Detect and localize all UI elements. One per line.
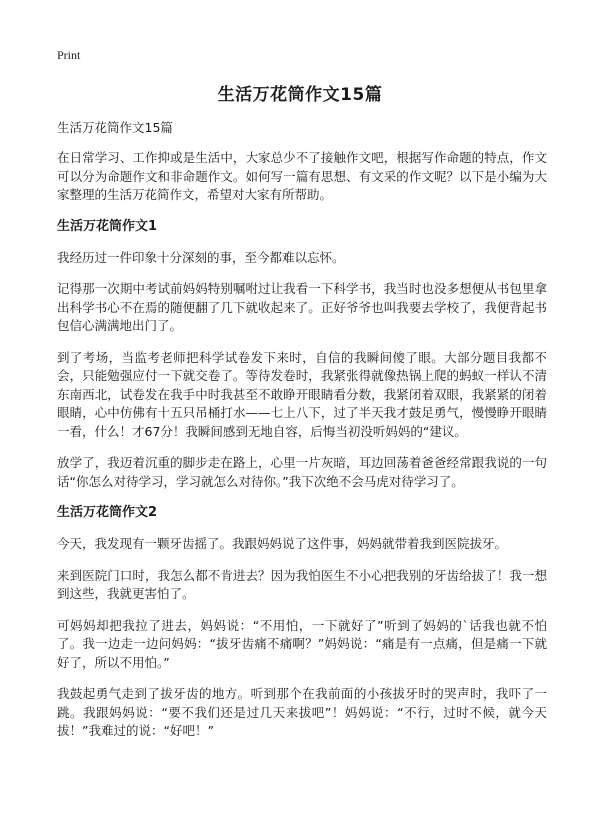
article-body <box>57 119 547 754</box>
section-2-paragraph: 我鼓起勇气走到了拔牙齿的地方。听到那个在我前面的小孩拔牙时的哭声时，我吓了一跳。我跟妈妈说：“要不我们还是过几天来拔吧”！妈妈说：“不行，过时不候，就今天拔！”我难过的说：“好吧！” <box>57 686 547 738</box>
page-title: 生活万花筒作文15篇 <box>217 85 383 105</box>
article-subtitle: 生活万花筒作文15篇 <box>57 120 173 135</box>
section-2-paragraph: 来到医院门口时，我怎么都不肯进去？因为我怕医生不小心把我别的牙齿给拔了！我一想到这些，我就更害怕了。 <box>57 567 547 601</box>
section-1-paragraph: 放学了，我迈着沉重的脚步走在路上，心里一片灰暗，耳边回荡着爸爸经常跟我说的一句话“你怎么对待学习，学习就怎么对待你。”我下次绝不会马虎对待学习了。 <box>57 455 547 489</box>
section-2-paragraph: 可妈妈却把我拉了进去，妈妈说：“不用怕，一下就好了”听到了妈妈的`话我也就不怕了。我一边走一边问妈妈：“拔牙齿痛不痛啊？”妈妈说：“痛是有一点痛，但是痛一下就好了，所以不用怕。” <box>57 617 547 670</box>
section-1-paragraph: 我经历过一件印象十分深刻的事，至今都难以忘怀。 <box>57 249 345 265</box>
section-1-paragraph: 记得那一次期中考试前妈妈特别嘱咐过让我看一下科学书，我当时也没多想便从书包里拿出科学书心不在焉的随便翻了几下就收起来了。正好爷爷也叫我要去学校了，我便背起书包信心满满地出门了。 <box>57 281 547 333</box>
section-1-paragraph: 到了考场，当监考老师把科学试卷发下来时，自信的我瞬间傻了眼。大部分题目我都不会，只能勉强应付一下就交卷了。等待发卷时，我紧张得就像热锅上爬的蚂蚁一样认不清东南西北，试卷发在我手中时我甚至不敢睁开眼睛看分数，我紧闭着双眼，我紧紧的闭着眼睛，心中仿佛有十五只吊桶打水——七上八下，过了半天我才鼓足勇气，慢慢睁开眼睛一看，什么！才67分！我瞬间感到无地自容，后悔当初没听妈妈的“建议。 <box>57 349 547 439</box>
print-link[interactable]: Print <box>57 48 81 62</box>
section-heading-2: 生活万花筒作文2 <box>57 505 158 520</box>
intro-paragraph: 在日常学习、工作抑或是生活中，大家总少不了接触作文吧，根据写作命题的特点，作文可以分为命题作文和非命题作文。如何写一篇有思想、有文采的作文呢？以下是小编为大家整理的生活万花简作文，希望对大家有所帮助。 <box>57 150 547 202</box>
section-2-paragraph: 今天，我发现有一颗牙齿摇了。我跟妈妈说了这件事，妈妈就带着我到医院拔牙。 <box>57 536 508 551</box>
section-heading-1: 生活万花筒作文1 <box>57 218 158 234</box>
